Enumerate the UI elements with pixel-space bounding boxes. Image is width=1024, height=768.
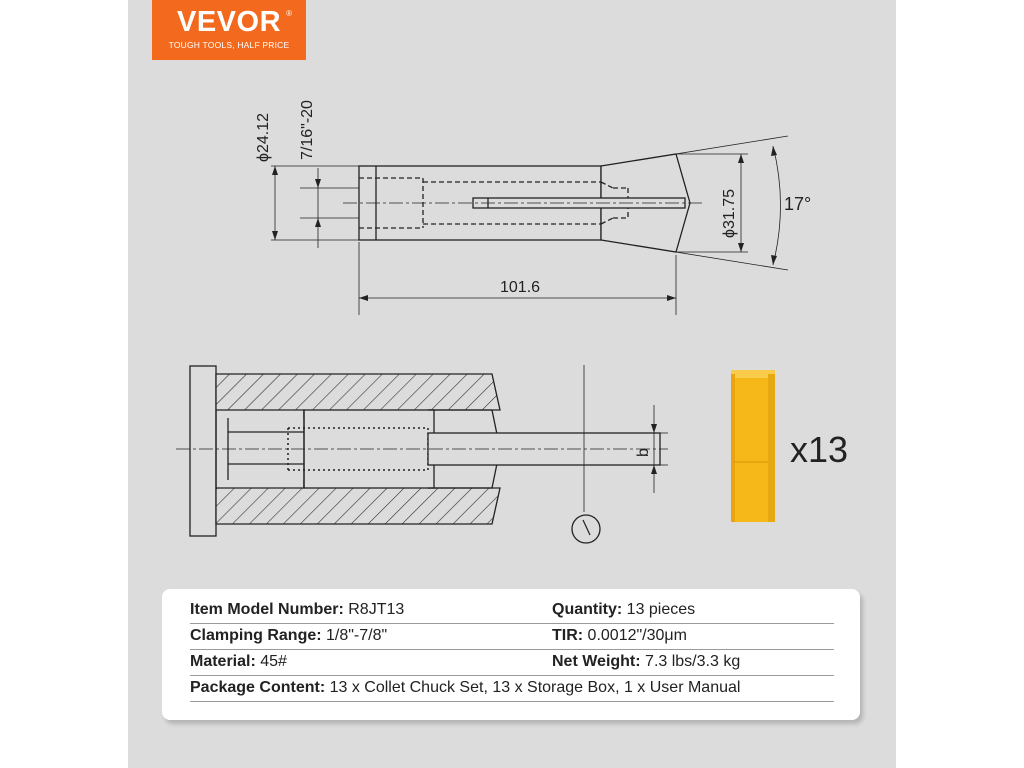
product-image-canvas bbox=[128, 0, 896, 768]
spec-label: TIR: bbox=[552, 627, 584, 644]
dim-length: 101.6 bbox=[500, 279, 541, 296]
spec-value: 45# bbox=[255, 653, 287, 670]
spec-label: Clamping Range: bbox=[190, 627, 322, 644]
spec-row bbox=[190, 623, 834, 650]
logo-registered-mark: ® bbox=[286, 9, 292, 18]
dim-b: b bbox=[635, 448, 652, 457]
storage-box bbox=[731, 370, 775, 522]
dim-angle: 17° bbox=[784, 194, 812, 214]
spec-value: 13 x Collet Chuck Set, 13 x Storage Box, 1 x User Manual bbox=[325, 679, 741, 696]
spec-row-package bbox=[190, 675, 834, 702]
dim-diameter-large: ϕ31.75 bbox=[721, 189, 738, 238]
spec-label: Package Content: bbox=[190, 679, 326, 696]
spec-value: 1/8"-7/8" bbox=[321, 627, 388, 644]
spec-label: Net Weight: bbox=[552, 653, 641, 670]
spec-label: Quantity: bbox=[552, 601, 623, 618]
dim-thread: 7/16"-20 bbox=[299, 100, 316, 160]
spec-row bbox=[190, 649, 834, 676]
collet-section-view bbox=[176, 365, 668, 543]
dim-diameter-small: ϕ24.12 bbox=[255, 113, 272, 162]
spec-value: 7.3 lbs/3.3 kg bbox=[640, 653, 741, 670]
spec-table bbox=[162, 589, 860, 720]
quantity-label: x13 bbox=[790, 429, 849, 470]
spec-value: 13 pieces bbox=[622, 601, 696, 618]
spec-label: Material: bbox=[190, 653, 256, 670]
logo-wordmark: VEVOR bbox=[176, 6, 282, 38]
spec-label: Item Model Number: bbox=[190, 601, 344, 618]
logo-tagline: TOUGH TOOLS, HALF PRICE bbox=[168, 40, 290, 50]
spec-value: 0.0012"/30μm bbox=[583, 627, 687, 644]
spec-value: R8JT13 bbox=[343, 601, 405, 618]
spec-row bbox=[190, 597, 834, 624]
